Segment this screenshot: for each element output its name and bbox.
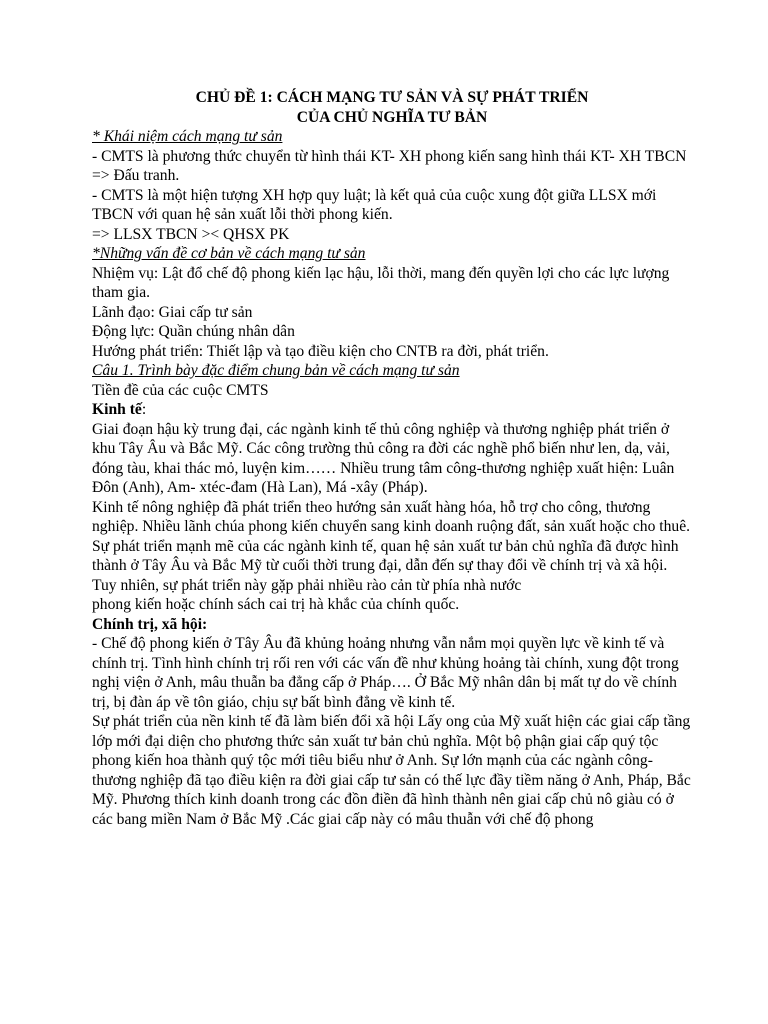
document-page [92, 88, 692, 829]
paragraph: Sự phát triển của nền kinh tế đã làm biến đổi xã hội Lấy ong của Mỹ xuất hiện các giai cấp tầng lớp mới đại diện cho phương thức sản xuất tư bản chủ nghĩa. Một bộ phận giai cấp quý tộc phong kiến hoa thành quý tộc mới tiêu biểu như ở Anh. Sự lớn mạnh của các ngành công- thương nghiệp đã tạo điều kiện ra đời giai cấp tư sản có thế lực đầy tiềm năng ở Anh, Pháp, Bắc Mỹ. Phương thích kinh doanh trong các đồn điền đã hình thành nên giai cấp chủ nô giàu có ở các bang miền Nam ở Bắc Mỹ .Các giai cấp này có mâu thuẫn với chế độ phong [92, 713, 691, 828]
paragraph: Hướng phát triển: Thiết lập và tạo điều kiện cho CNTB ra đời, phát triển. [92, 342, 549, 360]
paragraph: => LLSX TBCN >< QHSX PK [92, 225, 290, 243]
paragraph: Nhiệm vụ: Lật đổ chế độ phong kiến lạc hậu, lỗi thời, mang đến quyền lợi cho các lực lượng tham gia. [92, 264, 670, 301]
subsection-label-suffix: : [141, 401, 147, 418]
section-heading-question-1: Câu 1. Trình bày đặc điểm chung bản về cách mạng tư sản [92, 362, 460, 379]
title-line-2: CỦA CHỦ NGHĨA TƯ BẢN [296, 108, 488, 126]
paragraph: Sự phát triển mạnh mẽ của các ngành kinh tế, quan hệ sản xuất tư bản chủ nghĩa đã được hình thành ở Tây Âu và Bắc Mỹ từ cuối thời trung đại, dẫn đến sự thay đổi về chính trị và xã hội. Tuy nhiên, sự phát triển này gặp phải nhiều rào cản từ phía nhà nước [92, 537, 679, 594]
paragraph: - CMTS là phương thức chuyển từ hình thái KT- XH phong kiến sang hình thái KT- XH TBCN => Đấu tranh. [92, 147, 687, 184]
paragraph: Lãnh đạo: Giai cấp tư sản [92, 303, 253, 321]
document-title [92, 88, 692, 127]
paragraph: - Chế độ phong kiến ở Tây Âu đã khủng hoảng nhưng vẫn nắm mọi quyền lực về kinh tế và chính trị. Tình hình chính trị rối ren với các vấn đề như khủng hoảng tài chính, xung đột trong nghị viện ở Anh, mâu thuẫn ba đẳng cấp ở Pháp…. Ở Bắc Mỹ nhân dân bị mất tự do về chính trị, bị đàn áp về tôn giáo, chịu sự bất bình đẳng về kinh tế. [92, 635, 679, 711]
section-heading-concept: * Khái niệm cách mạng tư sản [92, 128, 283, 145]
subsection-heading-economy [92, 400, 692, 420]
paragraph: Kinh tế nông nghiệp đã phát triển theo hướng sản xuất hàng hóa, hỗ trợ cho công, thương nghiệp. Nhiều lãnh chúa phong kiến chuyển sang kinh doanh ruộng đất, sản xuất hoặc cho thuê. [92, 498, 691, 535]
paragraph: Giai đoạn hậu kỳ trung đại, các ngành kinh tế thủ công nghiệp và thương nghiệp phát triển ở khu Tây Âu và Bắc Mỹ. Các công trường thủ công ra đời các nghề phổ biến như len, dạ, vải, đóng tàu, khai thác mỏ, luyện kim…… Nhiều trung tâm công-thương nghiệp xuất hiện: Luân Đôn (Anh), Am- xtéc-đam (Hà Lan), Má -xây (Pháp). [92, 420, 675, 496]
title-line-1: CHỦ ĐỀ 1: CÁCH MẠNG TƯ SẢN VÀ SỰ PHÁT TRIỂN [195, 89, 589, 106]
section-heading-basic-issues: *Những vấn đề cơ bản về cách mạng tư sản [92, 245, 366, 262]
subsection-label: Chính trị, xã hội: [92, 615, 208, 633]
paragraph: - CMTS là một hiện tượng XH hợp quy luật; là kết quả của cuộc xung đột giữa LLSX mới TBCN với quan hệ sản xuất lỗi thời phong kiến. [92, 186, 657, 223]
subsection-label: Kinh tế [92, 401, 142, 418]
paragraph: Động lực: Quần chúng nhân dân [92, 323, 295, 340]
section-intro: Tiền đề của các cuộc CMTS [92, 381, 269, 399]
paragraph: phong kiến hoặc chính sách cai trị hà khắc của chính quốc. [92, 596, 460, 613]
subsection-heading-politics-society [92, 615, 692, 635]
